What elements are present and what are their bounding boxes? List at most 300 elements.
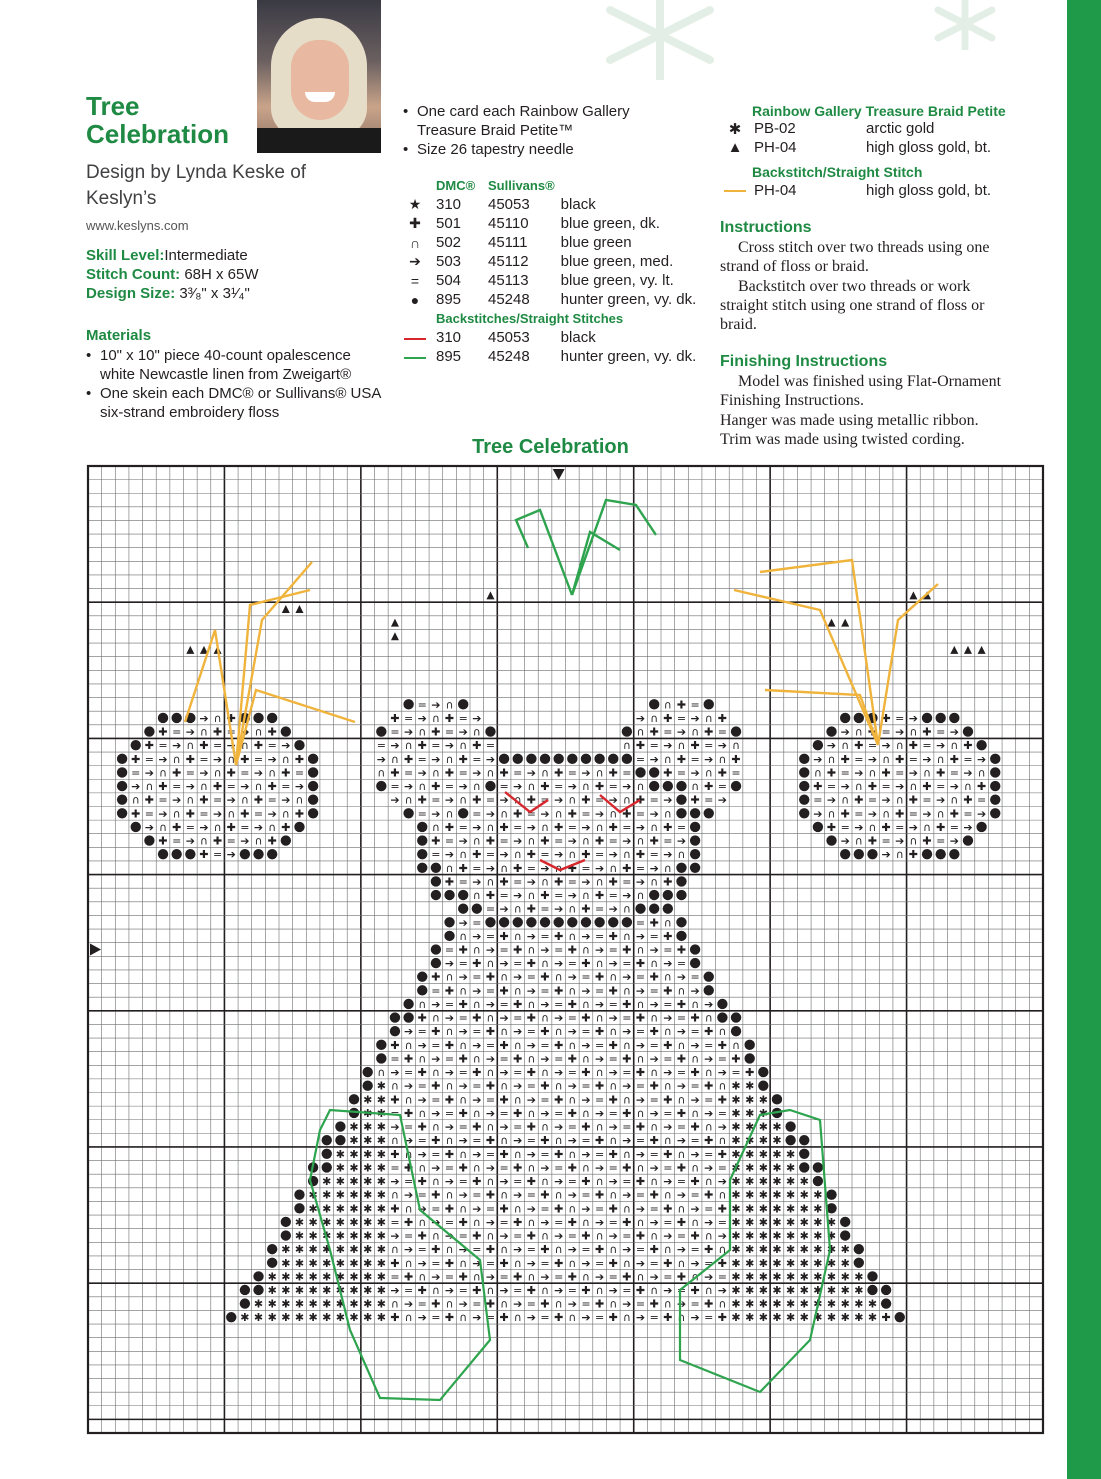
stitch-dot (608, 917, 618, 927)
stitch-asterisk: ✱ (363, 1256, 373, 1270)
dmc-number: 310 (436, 329, 462, 346)
stitch-equals: = (690, 1297, 700, 1311)
stitch-plus: ✚ (472, 1283, 482, 1297)
stitch-arch: ∩ (841, 739, 850, 753)
stitch-dot (240, 849, 250, 859)
stitch-plus: ✚ (663, 1311, 673, 1325)
stitch-asterisk: ✱ (281, 1243, 291, 1257)
stitch-dot (690, 808, 700, 818)
stitch-asterisk: ✱ (308, 1256, 318, 1270)
stitch-plus: ✚ (594, 1297, 605, 1311)
stitch-arrow: ➔ (840, 780, 850, 794)
stitch-equals: = (554, 997, 564, 1011)
stitch-equals: = (826, 780, 837, 794)
stitch-asterisk: ✱ (335, 1175, 346, 1189)
stitch-arrow: ➔ (594, 1106, 605, 1120)
stitch-asterisk: ✱ (363, 1175, 373, 1189)
stitch-arch: ∩ (513, 902, 522, 916)
stitch-arch: ∩ (609, 1025, 618, 1039)
stitch-asterisk: ✱ (799, 1202, 809, 1216)
stitch-arch: ∩ (704, 1120, 713, 1134)
stitch-asterisk: ✱ (363, 1134, 373, 1148)
stitch-plus: ✚ (704, 1079, 714, 1093)
stitch-arch: ∩ (500, 1188, 509, 1202)
stitch-arch: ∩ (418, 1161, 427, 1175)
stitch-equals: = (526, 1297, 537, 1311)
stitch-arrow: ➔ (826, 739, 837, 753)
stitch-plus: ✚ (458, 1270, 468, 1284)
stitch-equals: = (431, 1038, 441, 1052)
stitch-plus: ✚ (526, 957, 537, 971)
stitch-asterisk: ✱ (854, 1297, 864, 1311)
stitch-arrow: ➔ (567, 1243, 577, 1257)
stitch-equals: = (649, 739, 659, 753)
stitch-plus: ✚ (881, 711, 891, 725)
stitch-equals: = (594, 984, 605, 998)
stitch-equals: = (581, 807, 591, 821)
stitch-arrow: ➔ (635, 875, 646, 889)
stitch-dot (758, 1067, 768, 1077)
stitch-arrow: ➔ (526, 1147, 537, 1161)
stitch-arrow: ➔ (622, 1134, 632, 1148)
stitch-asterisk: ✱ (335, 1215, 346, 1229)
stitch-dot (281, 726, 291, 736)
stitch-arrow: ➔ (403, 725, 414, 739)
stitch-equals: = (499, 1161, 509, 1175)
stitch-asterisk: ✱ (799, 1270, 809, 1284)
stitch-equals: = (499, 1106, 509, 1120)
stitch-asterisk: ✱ (308, 1188, 318, 1202)
stitch-dot (458, 808, 468, 818)
stitch-arrow: ➔ (199, 711, 209, 725)
stitch-arch: ∩ (527, 997, 536, 1011)
stitch-asterisk: ✱ (785, 1229, 796, 1243)
stitch-plus: ✚ (431, 725, 441, 739)
stitch-equals: = (581, 1297, 591, 1311)
stitch-plus: ✚ (867, 725, 878, 739)
stitch-arrow: ➔ (417, 1311, 427, 1325)
stitch-equals: = (513, 1120, 523, 1134)
stitch-plus: ✚ (690, 739, 700, 753)
stitch-arch: ∩ (663, 752, 672, 766)
stitch-plus: ✚ (403, 1052, 414, 1066)
stitch-arrow: ➔ (390, 1066, 400, 1080)
stitch-arch: ∩ (418, 725, 427, 739)
stitch-plus: ✚ (540, 1079, 550, 1093)
stitch-arrow: ➔ (649, 997, 659, 1011)
stitch-arrow: ➔ (267, 752, 277, 766)
stitch-arch: ∩ (295, 793, 304, 807)
stitch-arch: ∩ (500, 1134, 509, 1148)
stitch-arrow: ➔ (676, 1188, 687, 1202)
stitch-plus: ✚ (513, 1106, 523, 1120)
stitch-arrow: ➔ (513, 1243, 523, 1257)
stitch-arch: ∩ (199, 780, 208, 794)
pattern-title: Tree Celebration (86, 91, 230, 149)
stitch-arch: ∩ (131, 793, 140, 807)
stitch-arch: ∩ (472, 943, 481, 957)
stitch-arch: ∩ (704, 1066, 713, 1080)
stitch-dot (294, 740, 304, 750)
stitch-arch: ∩ (404, 1093, 413, 1107)
stitch-asterisk: ✱ (349, 1297, 359, 1311)
sullivans-number: 45248 (488, 291, 530, 308)
stitch-asterisk: ✱ (854, 1311, 864, 1325)
stitch-equals: = (649, 984, 659, 998)
stitch-plus: ✚ (649, 1243, 659, 1257)
stitch-arch: ∩ (459, 739, 468, 753)
stitch-equals: = (472, 807, 482, 821)
stitch-equals: = (649, 1202, 659, 1216)
stitch-plus: ✚ (403, 1270, 414, 1284)
stitch-asterisk: ✱ (745, 1147, 755, 1161)
stitch-arrow: ➔ (513, 970, 523, 984)
stitch-dot (690, 822, 700, 832)
stitch-dot (676, 890, 686, 900)
stitch-asterisk: ✱ (785, 1175, 796, 1189)
stitch-plus: ✚ (649, 916, 659, 930)
stitch-dot (990, 767, 1000, 777)
stitch-equals: = (704, 1256, 714, 1270)
stitch-arch: ∩ (554, 1134, 563, 1148)
stitch-equals: = (649, 1147, 659, 1161)
stitch-equals: = (554, 1161, 564, 1175)
stitch-arch: ∩ (650, 1229, 659, 1243)
stitch-asterisk: ✱ (731, 1079, 741, 1093)
stitch-arch: ∩ (431, 820, 440, 834)
stitch-equals: = (499, 834, 509, 848)
stitch-asterisk: ✱ (799, 1256, 809, 1270)
stitch-equals: = (526, 807, 537, 821)
stitch-arrow: ➔ (485, 1052, 496, 1066)
asterisk-symbol-icon: ✱ (728, 120, 742, 138)
stitch-arrow: ➔ (594, 943, 605, 957)
stitch-plus: ✚ (622, 861, 632, 875)
stitch-asterisk: ✱ (772, 1283, 782, 1297)
stitch-arrow: ➔ (567, 780, 577, 794)
stitch-arrow: ➔ (922, 752, 932, 766)
stitch-equals: = (704, 793, 714, 807)
stitch-plus: ✚ (444, 1256, 455, 1270)
stitch-asterisk: ✱ (745, 1079, 755, 1093)
stitch-equals: = (554, 1215, 564, 1229)
stitch-arch: ∩ (609, 1243, 618, 1257)
stitch-equals: = (540, 1093, 550, 1107)
stitch-arch: ∩ (663, 807, 672, 821)
stitch-asterisk: ✱ (731, 1243, 741, 1257)
stitch-dot (881, 1285, 891, 1295)
stitch-plus: ✚ (881, 820, 891, 834)
stitch-equals: = (567, 1120, 577, 1134)
stitch-arch: ∩ (541, 1011, 550, 1025)
stitch-dot (240, 1285, 250, 1295)
stitch-equals: = (417, 807, 427, 821)
stitch-equals: = (649, 1093, 659, 1107)
stitch-arrow: ➔ (635, 820, 646, 834)
stitch-arrow: ➔ (540, 1106, 550, 1120)
stitch-asterisk: ✱ (376, 1188, 386, 1202)
stitch-arch: ∩ (513, 1311, 522, 1325)
stitch-plus: ✚ (499, 875, 509, 889)
stitch-arrow: ➔ (444, 1283, 455, 1297)
stitch-arch: ∩ (704, 1175, 713, 1189)
stitch-dot (649, 890, 659, 900)
stitch-arrow: ➔ (704, 997, 714, 1011)
stitch-plus: ✚ (540, 1134, 550, 1148)
stitch-equals: = (485, 902, 496, 916)
stitch-arch: ∩ (541, 1120, 550, 1134)
stitch-arch: ∩ (677, 1147, 686, 1161)
stitch-plus: ✚ (663, 1256, 673, 1270)
stitch-arrow: ➔ (936, 739, 946, 753)
stitch-arch: ∩ (459, 1147, 468, 1161)
stitch-arch: ∩ (527, 1270, 536, 1284)
stitch-dot (472, 903, 482, 913)
stitch-plus: ✚ (267, 780, 277, 794)
stitch-plus: ✚ (417, 1175, 427, 1189)
stitch-arch: ∩ (404, 739, 413, 753)
stitch-dot (431, 863, 441, 873)
stitch-dot (417, 835, 427, 845)
stitch-asterisk: ✱ (731, 1093, 741, 1107)
stitch-asterisk: ✱ (758, 1093, 768, 1107)
stitch-dot (485, 917, 495, 927)
stitch-plus: ✚ (294, 807, 305, 821)
stitch-plus: ✚ (431, 834, 441, 848)
stitch-arrow: ➔ (513, 1025, 523, 1039)
stitch-plus: ✚ (608, 766, 618, 780)
stitch-equals: = (963, 807, 973, 821)
stitch-equals: = (431, 739, 441, 753)
stitch-plus: ✚ (649, 1134, 659, 1148)
stitch-plus: ✚ (485, 1243, 496, 1257)
stitch-asterisk: ✱ (772, 1188, 782, 1202)
stitch-arrow: ➔ (212, 807, 223, 821)
stitch-plus: ✚ (608, 1093, 618, 1107)
stitch-plus: ✚ (813, 780, 823, 794)
stitch-arch: ∩ (595, 1120, 604, 1134)
stitch-dot (649, 781, 659, 791)
stitch-asterisk: ✱ (349, 1202, 359, 1216)
stitch-plus: ✚ (704, 1297, 714, 1311)
stitch-arrow: ➔ (526, 820, 537, 834)
stitch-plus: ✚ (540, 780, 550, 794)
stitch-arch: ∩ (431, 1066, 440, 1080)
stitch-arrow: ➔ (554, 957, 564, 971)
stitch-asterisk: ✱ (758, 1311, 768, 1325)
stitch-plus: ✚ (622, 1052, 632, 1066)
stitch-dot (376, 1040, 386, 1050)
stitch-equals: = (267, 739, 277, 753)
stitch-dot (813, 822, 823, 832)
stitch-plus: ✚ (499, 1311, 509, 1325)
color-name: blue green, dk. (560, 215, 660, 232)
stitch-dot (499, 754, 509, 764)
stitch-plus: ✚ (594, 1243, 605, 1257)
stitch-dot (376, 726, 386, 736)
stitch-asterisk: ✱ (731, 1202, 741, 1216)
stitch-plus: ✚ (922, 780, 932, 794)
stitch-equals: = (294, 766, 305, 780)
stitch-asterisk: ✱ (826, 1270, 837, 1284)
stitch-arrow: ➔ (608, 1229, 618, 1243)
stitch-dot (253, 849, 263, 859)
stitch-equals: = (690, 1025, 700, 1039)
stitch-dot (417, 849, 427, 859)
stitch-plus: ✚ (704, 1134, 714, 1148)
stitch-equals: = (622, 1066, 632, 1080)
stitch-plus: ✚ (554, 1256, 564, 1270)
stitch-arch: ∩ (581, 1052, 590, 1066)
stitch-arrow: ➔ (499, 902, 509, 916)
stitch-arrow: ➔ (635, 1147, 646, 1161)
stitch-equals: = (417, 1134, 427, 1148)
stitch-plus: ✚ (472, 793, 482, 807)
stitch-plus: ✚ (581, 848, 591, 862)
stitch-plus: ✚ (608, 1038, 618, 1052)
stitch-arrow: ➔ (690, 766, 700, 780)
stitch-arch: ∩ (622, 902, 631, 916)
stitch-equals: = (431, 984, 441, 998)
stitch-dot (676, 781, 686, 791)
stitch-dot (144, 726, 154, 736)
stitch-plus: ✚ (663, 1093, 673, 1107)
stitch-arrow: ➔ (417, 1256, 427, 1270)
stitch-arrow: ➔ (554, 848, 564, 862)
stitch-arch: ∩ (609, 807, 618, 821)
stitch-plus: ✚ (908, 739, 919, 753)
stitch-plus: ✚ (444, 1093, 455, 1107)
stitch-arrow: ➔ (485, 861, 496, 875)
stitch-equals: = (499, 889, 509, 903)
stitch-arrow: ➔ (704, 1106, 714, 1120)
stitch-equals: = (172, 780, 182, 794)
stitch-asterisk: ✱ (253, 1311, 264, 1325)
stitch-dot (458, 699, 468, 709)
stitch-equals: = (172, 725, 182, 739)
stitch-arrow: ➔ (717, 1175, 728, 1189)
stitch-plus: ✚ (717, 1202, 728, 1216)
stitch-arrow: ➔ (554, 1066, 564, 1080)
stitch-arrow: ➔ (526, 929, 537, 943)
stitch-equals: = (144, 807, 155, 821)
stitch-dot (253, 1271, 263, 1281)
stitch-arch: ∩ (704, 1229, 713, 1243)
stitch-dot (704, 808, 714, 818)
stitch-arrow: ➔ (567, 1079, 577, 1093)
stitch-arch: ∩ (650, 1066, 659, 1080)
stitch-arrow: ➔ (717, 1120, 728, 1134)
stitch-dot (731, 726, 741, 736)
stitch-plus: ✚ (485, 1025, 496, 1039)
stitch-dot (335, 1135, 345, 1145)
stitch-arrow: ➔ (253, 820, 264, 834)
stitch-arrow: ➔ (676, 1297, 687, 1311)
stitch-plus: ✚ (676, 698, 687, 712)
stitch-arrow: ➔ (581, 984, 591, 998)
stitch-plus: ✚ (826, 766, 837, 780)
stitch-dot (690, 863, 700, 873)
stitch-arch: ∩ (486, 1283, 495, 1297)
stitch-equals: = (431, 793, 441, 807)
stitch-asterisk: ✱ (376, 1243, 386, 1257)
stitch-equals: = (431, 1311, 441, 1325)
stitch-asterisk: ✱ (745, 1270, 755, 1284)
sullivans-number: 45110 (488, 215, 529, 232)
count-label: Stitch Count: (86, 266, 181, 283)
stitch-equals: = (581, 1134, 591, 1148)
stitch-arrow: ➔ (540, 1052, 550, 1066)
stitch-equals: = (567, 766, 577, 780)
stitch-dot (431, 890, 441, 900)
stitch-equals: = (526, 1025, 537, 1039)
stitch-arch: ∩ (595, 820, 604, 834)
stitch-equals: = (663, 1215, 673, 1229)
stitch-plus: ✚ (444, 766, 455, 780)
stitch-arch: ∩ (622, 1147, 631, 1161)
stitch-dot (704, 972, 714, 982)
stitch-dot (799, 1135, 809, 1145)
stitch-plus: ✚ (158, 834, 168, 848)
stitch-arrow: ➔ (649, 1270, 659, 1284)
stitch-asterisk: ✱ (772, 1270, 782, 1284)
stitch-plus: ✚ (499, 1202, 509, 1216)
stitch-arch: ∩ (936, 752, 945, 766)
stitch-dot (663, 903, 673, 913)
stitch-dot (635, 903, 645, 913)
stitch-plus: ✚ (540, 834, 550, 848)
stitch-equals: = (813, 793, 823, 807)
stitch-arrow: ➔ (485, 1270, 496, 1284)
stitch-dot (513, 917, 523, 927)
stitch-arrow: ➔ (581, 820, 591, 834)
stitch-dot (622, 726, 632, 736)
stitch-asterisk: ✱ (349, 1175, 359, 1189)
stitch-arrow: ➔ (649, 807, 659, 821)
stitch-dot (158, 713, 168, 723)
stitch-arrow: ➔ (390, 1120, 400, 1134)
stitch-asterisk: ✱ (840, 1311, 850, 1325)
stitch-plus: ✚ (717, 1038, 728, 1052)
stitch-equals: = (540, 929, 550, 943)
stitch-arch: ∩ (718, 752, 727, 766)
stitch-asterisk: ✱ (240, 1311, 250, 1325)
stitch-dot (731, 1026, 741, 1036)
stitch-dot (458, 890, 468, 900)
stitch-equals: = (485, 1202, 496, 1216)
stitch-arch: ∩ (909, 780, 918, 794)
stitch-arch: ∩ (404, 1311, 413, 1325)
stitch-asterisk: ✱ (335, 1311, 346, 1325)
stitch-asterisk: ✱ (731, 1283, 741, 1297)
stitch-plus: ✚ (649, 834, 659, 848)
stitch-dot (226, 1312, 236, 1322)
stitch-plus: ✚ (635, 1175, 646, 1189)
stitch-arch: ∩ (527, 889, 536, 903)
stitch-plus: ✚ (499, 820, 509, 834)
stitch-equals: = (704, 1311, 714, 1325)
stitch-dot (458, 903, 468, 913)
stitch-arrow: ➔ (663, 739, 673, 753)
stitch-arch: ∩ (186, 739, 195, 753)
stitch-asterisk: ✱ (349, 1134, 359, 1148)
instructions-paragraph: Backstitch over two threads or work straight stitch using one strand of floss or braid. (720, 277, 985, 334)
stitch-dot (813, 1176, 823, 1186)
stitch-equals: = (513, 1283, 523, 1297)
stitch-plus: ✚ (267, 725, 277, 739)
stitch-arch: ∩ (704, 766, 713, 780)
stitch-asterisk: ✱ (799, 1311, 809, 1325)
